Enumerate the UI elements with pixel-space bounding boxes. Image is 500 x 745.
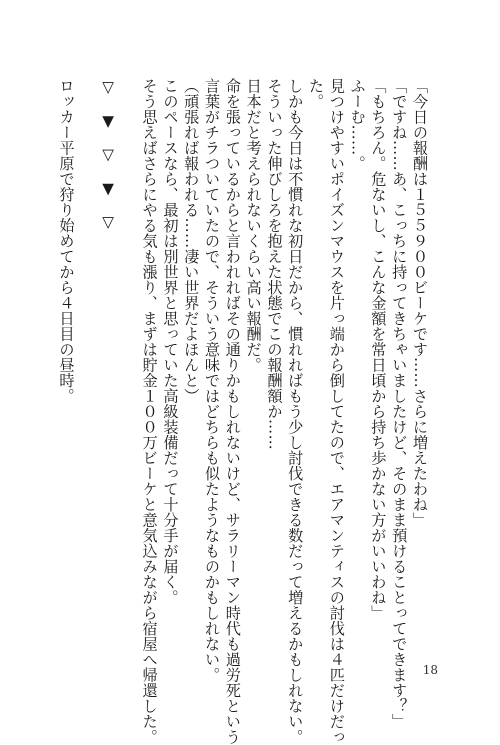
blank-line xyxy=(76,78,97,638)
text-line: ロッカー平原で狩り始めてから４日目の昼時。 xyxy=(57,78,76,404)
text-line: しかも今日は不慣れな初日だから、慣れればもう少し討伐できる数だって増えるかもしれない。 xyxy=(286,78,305,745)
text-line: 「もちろん。危ないし、こんな金額を常日頃から持ち歩かない方がいいわね」 xyxy=(369,78,388,621)
text-line: 言葉がチラついていたので、そういう意味ではどちらも似たようなものかもしれない。 xyxy=(203,78,222,683)
page-number: 18 xyxy=(422,663,438,677)
text-line: 見つけやすいポイズンマウスを片っ端から倒してたので、エアマンティスの討伐は４匹だけだっ xyxy=(327,78,346,745)
text-line: 「今日の報酬は１５５９００ビーケです……さらに増えたわね」 xyxy=(411,78,429,528)
text-line: 命を張っているからと言われればその通りかもしれないけど、サラリーマン時代も過労死という xyxy=(223,78,242,745)
scene-break: ▽ ▼ ▽ ▼ ▽ xyxy=(99,78,118,232)
text-line: ふーむ……。 xyxy=(348,78,367,171)
text-line: 日本だと考えられないくらい高い報酬だ。 xyxy=(244,78,263,373)
text-line: このペースなら、最初は別世界と思っていた高級装備だって十分手が届く。 xyxy=(161,78,180,605)
text-line: 「ですね……あ、こっちに持ってきちゃいましたけど、そのまま預けることってできます？」 xyxy=(390,78,409,729)
text-line: た。 xyxy=(307,78,326,109)
text-line: そう思えばさらにやる気も漲り、まずは貯金１００万ビーケと意気込みながら宿屋へ帰還した。 xyxy=(140,78,159,745)
text-line: そういった伸びしろを抱えた状態でこの報酬額か…… xyxy=(265,78,284,450)
text-line: （頑張れば報われる……凄い世界だよほんと） xyxy=(182,78,201,404)
blank-line xyxy=(118,78,139,638)
